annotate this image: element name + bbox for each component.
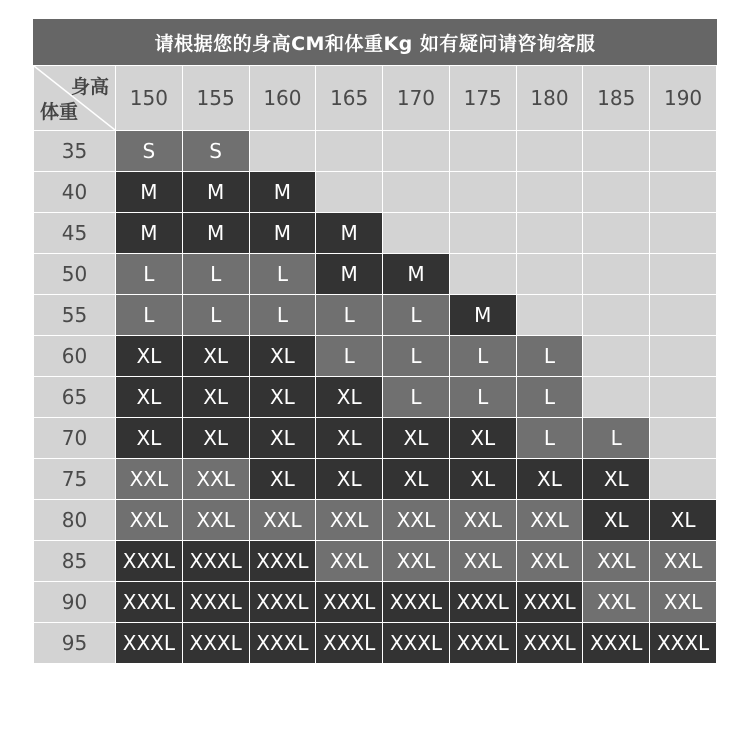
size-cell: L <box>316 295 383 336</box>
size-cell: XXXL <box>116 623 183 664</box>
size-cell: XXXL <box>449 623 516 664</box>
size-cell <box>650 213 717 254</box>
size-cell: XL <box>583 500 650 541</box>
size-cell <box>583 336 650 377</box>
size-cell: XL <box>316 459 383 500</box>
size-cell: XXL <box>316 500 383 541</box>
height-header-185: 185 <box>583 66 650 131</box>
size-cell <box>583 213 650 254</box>
size-cell: L <box>516 336 583 377</box>
size-cell <box>583 131 650 172</box>
weight-label: 65 <box>34 377 116 418</box>
size-cell: M <box>182 172 249 213</box>
size-cell <box>583 377 650 418</box>
size-cell: M <box>116 213 183 254</box>
size-cell: XXXL <box>383 582 450 623</box>
height-header-150: 150 <box>116 66 183 131</box>
size-cell: XL <box>449 418 516 459</box>
size-cell: XL <box>383 459 450 500</box>
size-cell: XL <box>116 377 183 418</box>
size-cell: L <box>516 377 583 418</box>
size-cell: XXXL <box>449 582 516 623</box>
size-cell: XL <box>650 500 717 541</box>
size-cell <box>583 295 650 336</box>
size-cell <box>516 295 583 336</box>
size-cell <box>516 131 583 172</box>
size-cell: XXL <box>116 500 183 541</box>
size-cell: XXXL <box>182 541 249 582</box>
size-cell: XL <box>383 418 450 459</box>
size-cell: XL <box>182 336 249 377</box>
size-cell <box>516 254 583 295</box>
size-cell: XXXL <box>316 582 383 623</box>
weight-label: 70 <box>34 418 116 459</box>
size-cell: S <box>116 131 183 172</box>
size-cell: XXL <box>383 500 450 541</box>
table-row <box>34 541 717 582</box>
table-row <box>34 131 717 172</box>
size-cell: M <box>383 254 450 295</box>
table-row <box>34 500 717 541</box>
size-table <box>33 65 717 664</box>
size-cell <box>650 295 717 336</box>
weight-label: 50 <box>34 254 116 295</box>
table-row <box>34 582 717 623</box>
size-cell: L <box>249 295 316 336</box>
weight-label: 35 <box>34 131 116 172</box>
size-cell: XXL <box>182 500 249 541</box>
size-cell: XL <box>316 377 383 418</box>
size-cell <box>650 254 717 295</box>
size-cell <box>650 377 717 418</box>
size-cell: XXXL <box>583 623 650 664</box>
table-row <box>34 459 717 500</box>
size-cell <box>449 213 516 254</box>
size-cell: L <box>383 377 450 418</box>
size-cell <box>650 172 717 213</box>
table-row <box>34 254 717 295</box>
size-cell: XL <box>249 459 316 500</box>
height-header-row <box>34 66 717 131</box>
weight-label: 45 <box>34 213 116 254</box>
size-cell <box>449 131 516 172</box>
size-cell <box>650 459 717 500</box>
size-cell: XXXL <box>182 582 249 623</box>
size-cell: XXXL <box>650 623 717 664</box>
size-cell: M <box>449 295 516 336</box>
size-cell: XXXL <box>383 623 450 664</box>
size-cell: L <box>516 418 583 459</box>
weight-label: 85 <box>34 541 116 582</box>
weight-label: 90 <box>34 582 116 623</box>
size-cell: XXL <box>249 500 316 541</box>
size-cell: XXL <box>116 459 183 500</box>
table-row <box>34 623 717 664</box>
size-cell: L <box>116 254 183 295</box>
size-cell: XXXL <box>516 623 583 664</box>
size-cell: M <box>316 254 383 295</box>
size-cell: M <box>316 213 383 254</box>
size-cell: XL <box>449 459 516 500</box>
size-cell: L <box>116 295 183 336</box>
size-cell: XL <box>182 377 249 418</box>
table-row <box>34 336 717 377</box>
size-cell: L <box>316 336 383 377</box>
weight-label: 75 <box>34 459 116 500</box>
size-cell: S <box>182 131 249 172</box>
height-header-170: 170 <box>383 66 450 131</box>
size-cell: M <box>249 213 316 254</box>
size-cell: XXXL <box>516 582 583 623</box>
size-cell: XXL <box>449 500 516 541</box>
size-cell: XXL <box>516 541 583 582</box>
size-cell: L <box>449 377 516 418</box>
size-cell <box>249 131 316 172</box>
size-cell: XL <box>516 459 583 500</box>
size-cell: XXL <box>583 541 650 582</box>
size-cell <box>383 213 450 254</box>
size-cell: XXXL <box>182 623 249 664</box>
height-header-155: 155 <box>182 66 249 131</box>
size-cell <box>516 172 583 213</box>
size-cell: XL <box>116 336 183 377</box>
weight-label: 95 <box>34 623 116 664</box>
size-cell: XXXL <box>249 541 316 582</box>
size-cell: XXXL <box>116 541 183 582</box>
size-cell: L <box>383 295 450 336</box>
size-cell: XXXL <box>249 582 316 623</box>
height-header-165: 165 <box>316 66 383 131</box>
weight-label: 40 <box>34 172 116 213</box>
size-cell <box>449 172 516 213</box>
size-cell: XXL <box>650 541 717 582</box>
weight-axis-label: 体重 <box>40 101 79 123</box>
size-cell <box>650 418 717 459</box>
size-cell: XL <box>249 418 316 459</box>
size-cell: L <box>383 336 450 377</box>
size-cell: M <box>116 172 183 213</box>
size-cell: XL <box>182 418 249 459</box>
table-row <box>34 418 717 459</box>
size-cell: XXL <box>182 459 249 500</box>
size-cell: L <box>182 295 249 336</box>
chart-title: 请根据您的身高CM和体重Kg 如有疑问请咨询客服 <box>33 19 717 65</box>
size-cell <box>449 254 516 295</box>
weight-label: 80 <box>34 500 116 541</box>
height-header-175: 175 <box>449 66 516 131</box>
table-row <box>34 213 717 254</box>
size-cell: XL <box>249 336 316 377</box>
size-cell <box>383 131 450 172</box>
corner-cell <box>34 66 116 131</box>
size-cell: M <box>182 213 249 254</box>
size-cell <box>650 336 717 377</box>
size-chart <box>33 19 717 664</box>
weight-label: 60 <box>34 336 116 377</box>
size-cell: XL <box>116 418 183 459</box>
size-cell: XXL <box>383 541 450 582</box>
size-cell <box>316 131 383 172</box>
table-row <box>34 172 717 213</box>
size-cell: XXXL <box>316 623 383 664</box>
size-cell: XXL <box>449 541 516 582</box>
weight-label: 55 <box>34 295 116 336</box>
size-cell: XXL <box>316 541 383 582</box>
size-cell: XL <box>583 459 650 500</box>
size-cell: XXXL <box>249 623 316 664</box>
size-cell: XXXL <box>116 582 183 623</box>
size-cell: XL <box>316 418 383 459</box>
size-cell: XXL <box>583 582 650 623</box>
size-cell: XXL <box>650 582 717 623</box>
size-cell <box>650 131 717 172</box>
table-row <box>34 295 717 336</box>
height-axis-label: 身高 <box>70 76 109 98</box>
size-cell <box>583 254 650 295</box>
height-header-190: 190 <box>650 66 717 131</box>
size-cell <box>516 213 583 254</box>
size-cell <box>383 172 450 213</box>
size-cell: L <box>583 418 650 459</box>
size-cell: L <box>449 336 516 377</box>
size-cell: XL <box>249 377 316 418</box>
size-cell: M <box>249 172 316 213</box>
size-cell: L <box>182 254 249 295</box>
table-row <box>34 377 717 418</box>
size-cell <box>583 172 650 213</box>
size-cell: L <box>249 254 316 295</box>
size-cell <box>316 172 383 213</box>
height-header-180: 180 <box>516 66 583 131</box>
height-header-160: 160 <box>249 66 316 131</box>
size-cell: XXL <box>516 500 583 541</box>
